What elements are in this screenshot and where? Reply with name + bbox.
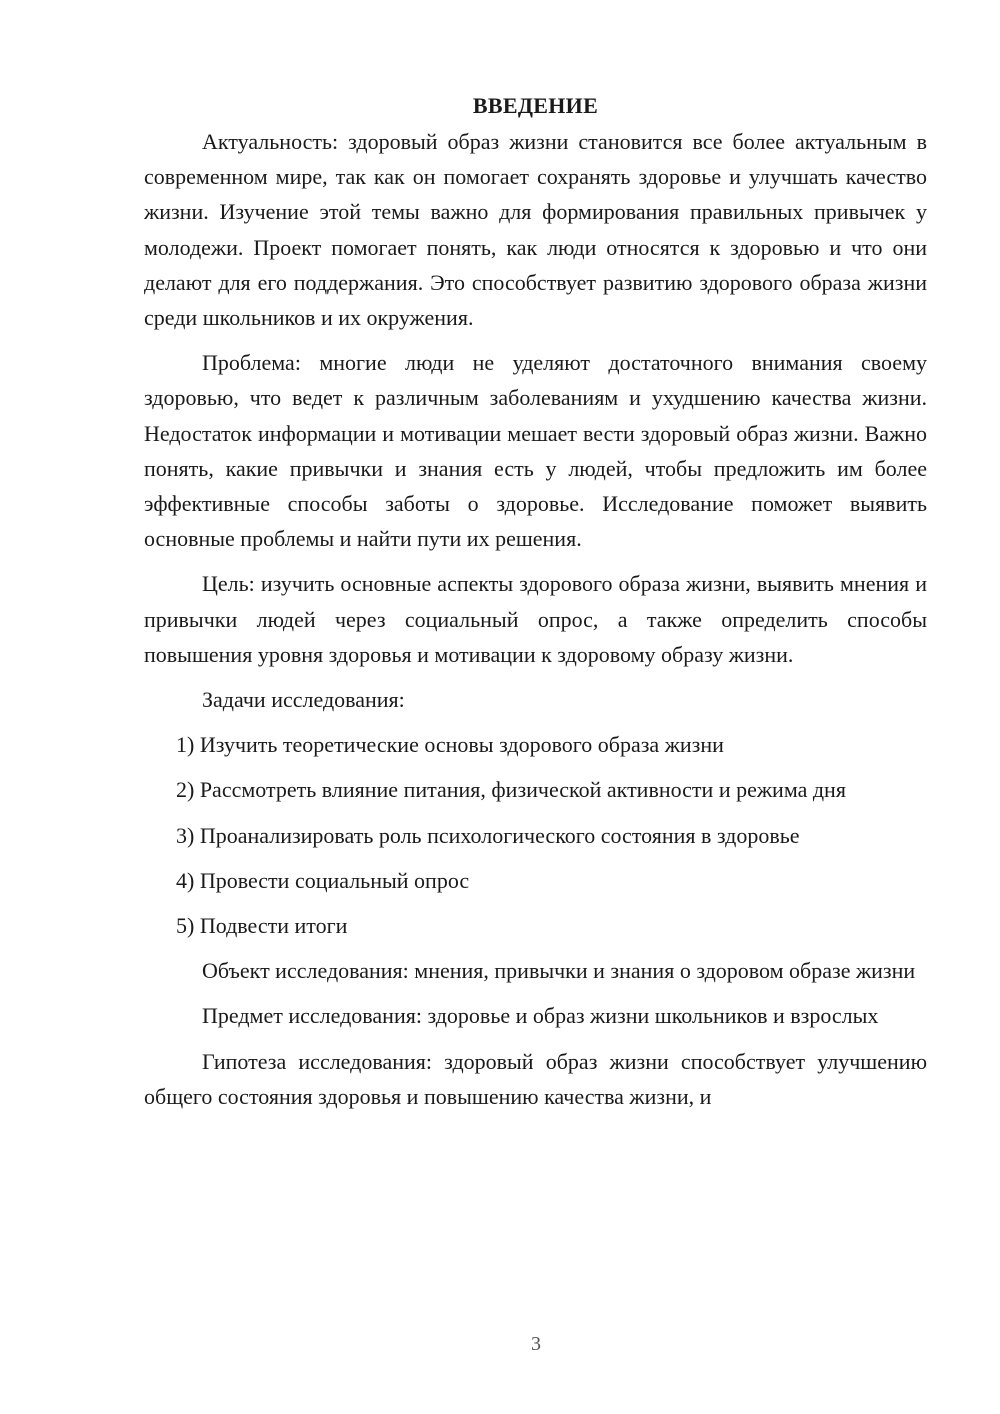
tasks-title: Задачи исследования:: [202, 687, 405, 713]
task-item: 4) Провести социальный опрос: [176, 867, 470, 893]
relevance-paragraph: Актуальность: здоровый образ жизни становится все более актуальным в современном мире, так как он помогает сохранять здоровье и улучшать качество жизни. Изучение этой темы важно для формирования правильных привычек у молодежи. Проект помогает понять, как люди относятся к здоровью и что они делают для его поддержания. Это способствует развитию здорового образа жизни среди школьников и их окружения.: [144, 129, 927, 331]
hypothesis-paragraph: Гипотеза исследования: здоровый образ жизни способствует улучшению общего состояния здоровья и повышению качества жизни, и: [144, 1048, 927, 1109]
tasks-list: [144, 727, 927, 943]
task-item: 5) Подвести итоги: [176, 913, 348, 939]
page-number: 3: [531, 1333, 541, 1355]
goal-paragraph: Цель: изучить основные аспекты здорового образа жизни, выявить мнения и привычки людей через социальный опрос, а также определить способы повышения уровня здоровья и мотивации к здоровому образу жизни.: [144, 571, 927, 667]
task-item: 3) Проанализировать роль психологического состояния в здоровье: [176, 822, 800, 848]
document-page: [144, 88, 927, 1124]
section-heading: ВВЕДЕНИЕ: [472, 93, 599, 118]
problem-paragraph: Проблема: многие люди не уделяют достаточного внимания своему здоровью, что ведет к различным заболеваниям и ухудшению качества жизни. Недостаток информации и мотивации мешает вести здоровый образ жизни. Важно понять, какие привычки и знания есть у людей, чтобы предложить им более эффективные способы заботы о здоровье. Исследование поможет выявить основные проблемы и найти пути их решения.: [144, 350, 927, 552]
task-item: 2) Рассмотреть влияние питания, физической активности и режима дня: [176, 777, 846, 803]
subject-paragraph: Предмет исследования: здоровье и образ жизни школьников и взрослых: [202, 1003, 879, 1029]
task-item: 1) Изучить теоретические основы здорового образа жизни: [176, 732, 724, 758]
object-paragraph: Объект исследования: мнения, привычки и знания о здоровом образе жизни: [202, 958, 916, 984]
